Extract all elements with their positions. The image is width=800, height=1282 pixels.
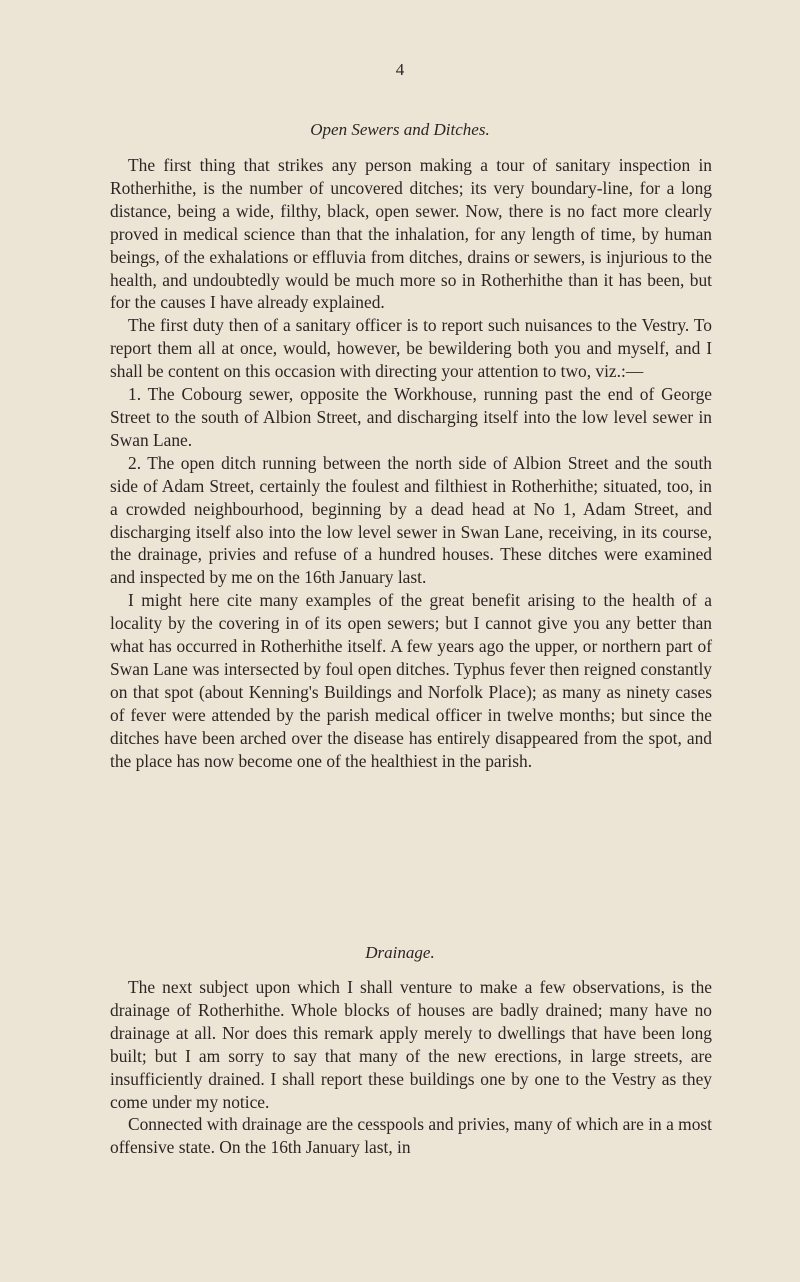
paragraph: The next subject upon which I shall venture to make a few observations, is the drainage of Rotherhithe. Whole blocks of houses are badly drained; many have no drainage at all. Nor does this remark apply merely to dwellings that have been long built; but I am sorry to say that many of the new erections, in large streets, are insufficiently drained. I shall report these buildings one by one to the Vestry as they come under my notice. [110, 977, 712, 1112]
paragraph: The first duty then of a sanitary officer is to report such nuisances to the Vestry. To report them all at once, would, however, be bewildering both you and myself, and I shall be content on this occasion with directing your attention to two, viz.:— [110, 315, 712, 382]
page-number: 4 [395, 60, 405, 79]
paragraph: Connected with drainage are the cesspools and privies, many of which are in a most offensive state. On the 16th January last, in [110, 1114, 712, 1158]
paragraph: I might here cite many examples of the great benefit arising to the health of a locality by the covering in of its open sewers; but I cannot give you any better than what has occurred in Rotherhithe itself. A few years ago the upper, or northern part of Swan Lane was intersected by foul open ditches. Typhus fever then reigned constantly on that spot (about Kenning's Buildings and Norfolk Place); as many as ninety cases of fever were attended by the parish medical officer in twelve months; but since the ditches have been arched over the disease has entirely disappeared from the spot, and the place has now become one of the healthiest in the parish. [110, 590, 712, 771]
paragraph: The first thing that strikes any person making a tour of sanitary inspection in Rotherhithe, is the number of uncovered ditches; its very boundary-line, for a long distance, being a wide, filthy, black, open sewer. Now, there is no fact more clearly proved in medical science than that the inhalation, for any length of time, by human beings, of the exhalations or effluvia from ditches, drains or sewers, is injurious to the health, and undoubtedly would be much more so in Rotherhithe than it has been, but for the causes I have already explained. [110, 155, 712, 313]
paragraph: 2. The open ditch running between the north side of Albion Street and the south side of Adam Street, certainly the foulest and filthiest in Rotherhithe; situated, too, in a crowded neighbourhood, beginning by a dead head at No 1, Adam Street, and discharging itself also into the low level sewer in Swan Lane, receiving, in its course, the drainage, privies and refuse of a hundred houses. These ditches were examined and inspected by me on the 16th January last. [110, 452, 712, 588]
section-heading-open-sewers: Open Sewers and Ditches. [310, 120, 490, 139]
section-heading-drainage: Drainage. [365, 943, 435, 962]
paragraph: 1. The Cobourg sewer, opposite the Workhouse, running past the end of George Street to the south of Albion Street, and discharging itself into the low level sewer in Swan Lane. [110, 384, 712, 450]
section-body-open-sewers [110, 154, 712, 772]
section-body-drainage [110, 976, 712, 1159]
